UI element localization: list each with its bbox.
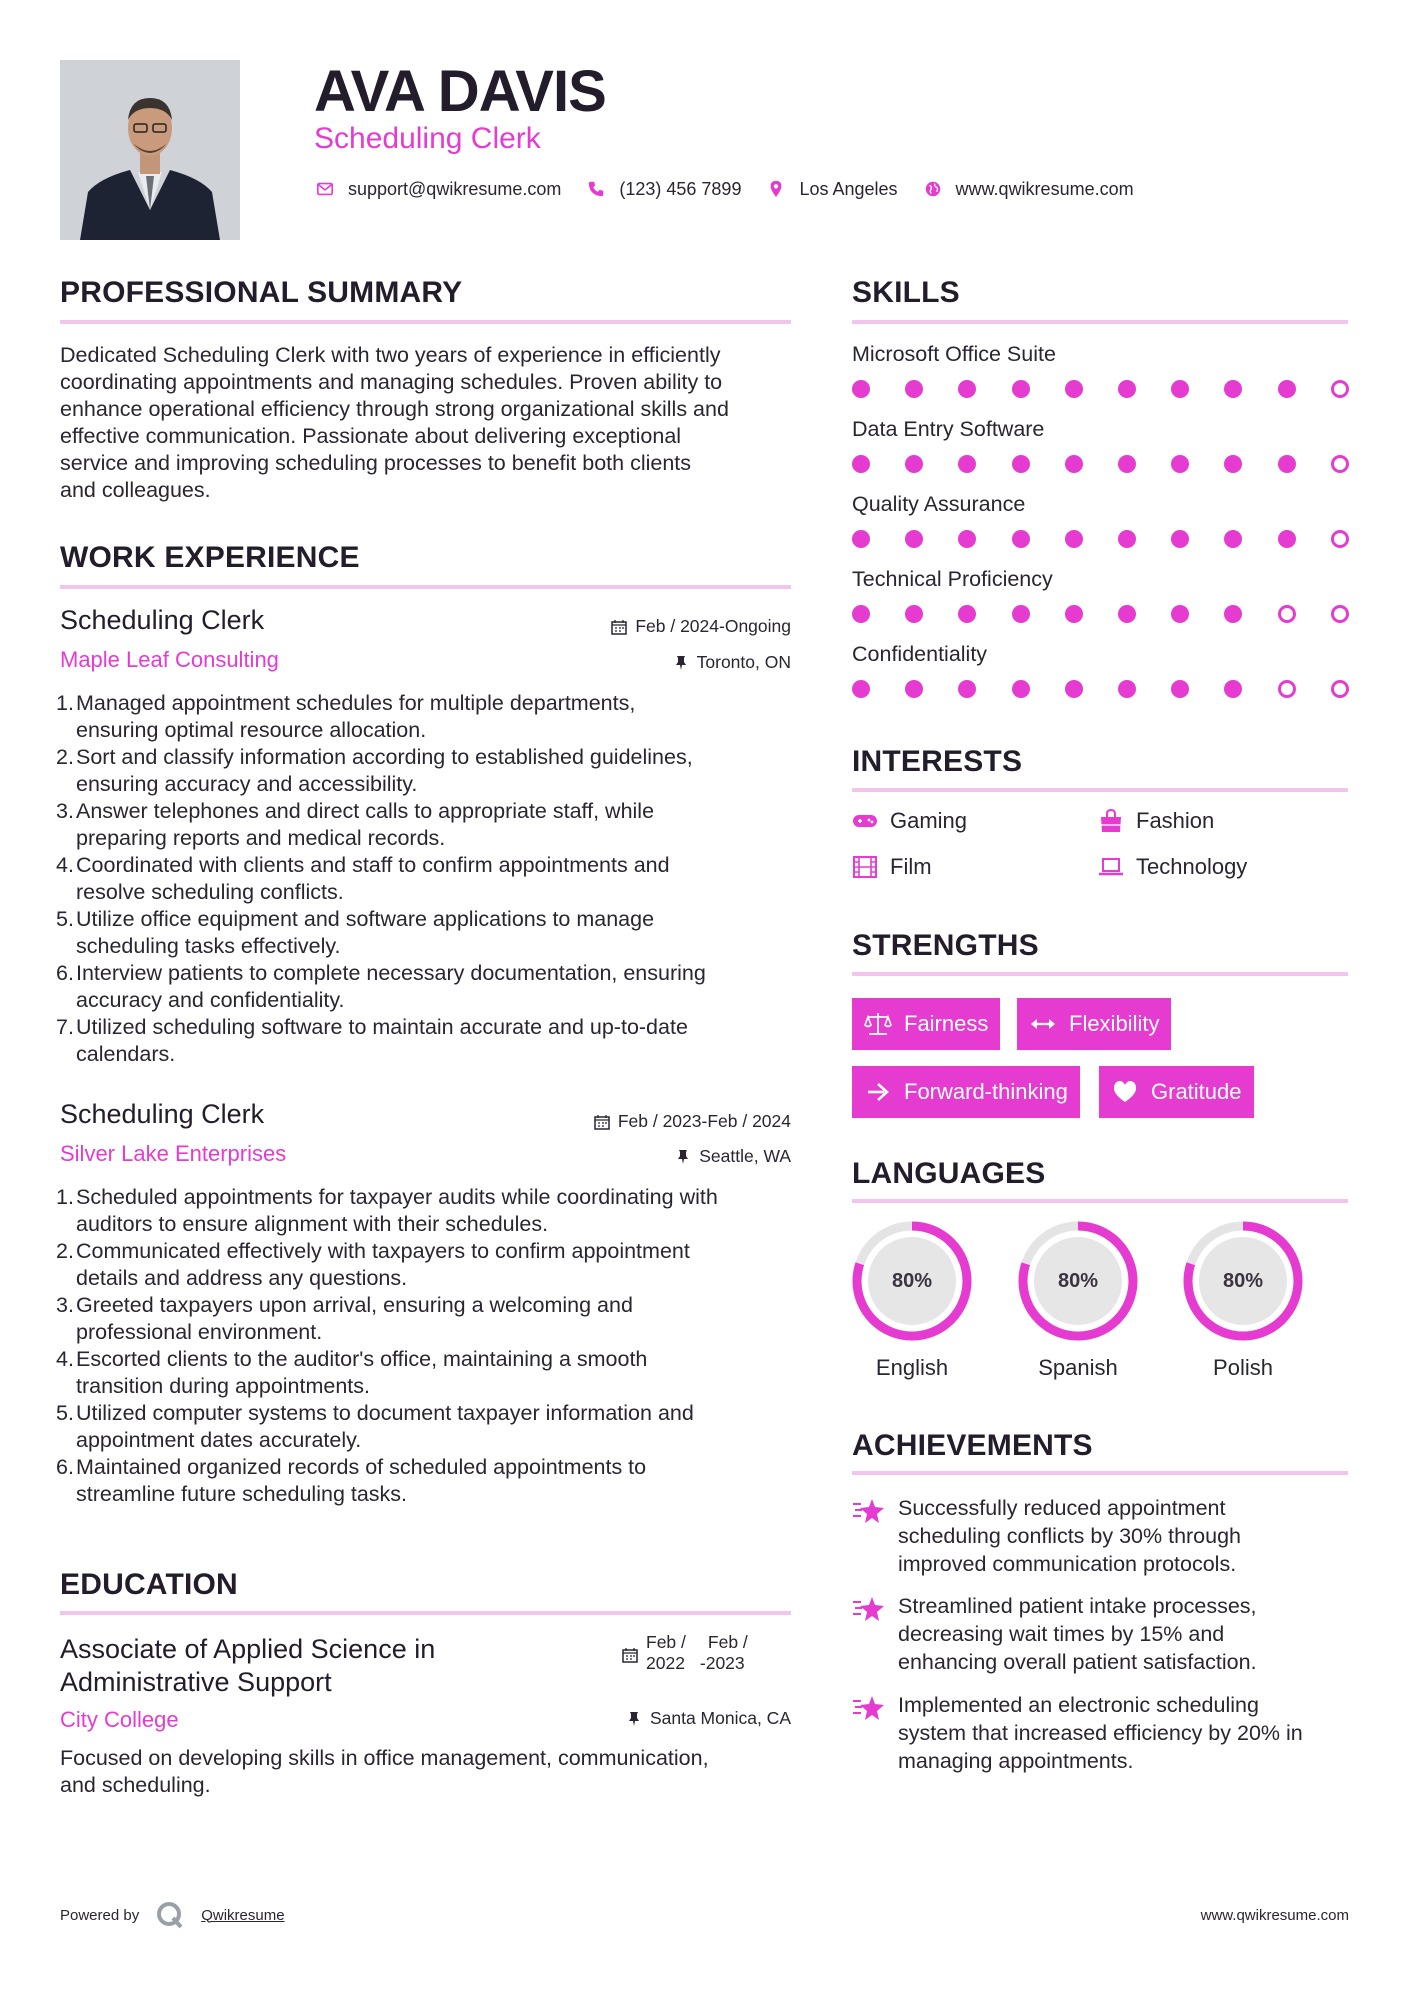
achievements-heading: ACHIEVEMENTS (852, 1429, 1093, 1462)
interests-rule (852, 788, 1348, 792)
summary-rule (60, 320, 791, 324)
phone-text: (123) 456 7899 (619, 178, 742, 199)
language-polish (1181, 1219, 1305, 1381)
rating-dot-filled (1171, 530, 1189, 548)
calendar-icon (594, 1114, 610, 1130)
rating-dot-empty (1331, 605, 1349, 623)
list-item: 1. Scheduled appointments for taxpayer audits while coordinating with auditors to ensure alignment with their schedules. (56, 1185, 718, 1236)
skill-name: Data Entry Software (852, 417, 1045, 441)
shooting-star-icon (852, 1693, 886, 1723)
rating-dot-filled (1118, 680, 1136, 698)
pushpin-icon (626, 1711, 642, 1727)
skill-rating (852, 455, 1348, 475)
rating-dot-filled (905, 530, 923, 548)
language-english (850, 1219, 974, 1381)
degree-title: Associate of Applied Science in Administrative Support (60, 1634, 436, 1697)
rating-dot-filled (958, 455, 976, 473)
location-text: Los Angeles (799, 178, 898, 199)
contact-phone[interactable] (585, 178, 741, 200)
strengths-heading: STRENGTHS (852, 929, 1039, 962)
pushpin-icon (675, 1149, 691, 1165)
language-percent: 80% (1222, 1269, 1264, 1292)
footer-powered-by: Powered by Qwikresume (60, 1900, 285, 1930)
rating-dot-filled (852, 605, 870, 623)
interest-gaming: Gaming (852, 808, 967, 834)
skills-rule (852, 320, 1348, 324)
rating-dot-filled (1278, 530, 1296, 548)
language-percent: 80% (1057, 1269, 1099, 1292)
education-rule (60, 1611, 791, 1615)
skill-rating (852, 380, 1348, 400)
job-title: Scheduling Clerk (60, 1099, 265, 1129)
rating-dot-filled (1118, 530, 1136, 548)
experience-heading: WORK EXPERIENCE (60, 541, 360, 574)
rating-dot-empty (1331, 530, 1349, 548)
rating-dot-filled (1065, 455, 1083, 473)
rating-dot-filled (905, 455, 923, 473)
profile-photo (60, 60, 240, 240)
rating-dot-filled (1224, 530, 1242, 548)
interest-film: Film (852, 854, 932, 880)
shooting-star-icon (852, 1594, 886, 1624)
strength-fairness: Fairness (852, 998, 1000, 1050)
rating-dot-filled (1012, 530, 1030, 548)
job-date: Feb / 2023-Feb / 2024 (594, 1111, 791, 1132)
job-title: Scheduling Clerk (60, 605, 265, 635)
rating-dot-filled (1171, 455, 1189, 473)
rating-dot-filled (852, 380, 870, 398)
shooting-star-icon (852, 1496, 886, 1526)
rating-dot-filled (1224, 680, 1242, 698)
skill-rating (852, 680, 1348, 700)
rating-dot-filled (905, 380, 923, 398)
rating-dot-filled (1012, 380, 1030, 398)
rating-dot-filled (852, 680, 870, 698)
achievement-item: Successfully reduced appointment scheduling conflicts by 30% through improved communication protocols. (852, 1494, 1352, 1578)
envelope-icon (314, 178, 336, 200)
skill-rating (852, 530, 1348, 550)
achievement-item: Implemented an electronic scheduling system that increased efficiency by 20% in managing appointments. (852, 1691, 1352, 1775)
email-text: support@qwikresume.com (348, 178, 562, 199)
calendar-icon (622, 1647, 638, 1663)
footer-website[interactable]: www.qwikresume.com (1200, 1907, 1349, 1924)
achievements-rule (852, 1471, 1348, 1475)
language-name: Polish (1213, 1355, 1273, 1380)
rating-dot-empty (1278, 605, 1296, 623)
website-text: www.qwikresume.com (955, 178, 1134, 199)
school-name: City College (60, 1707, 179, 1732)
candidate-title: Scheduling Clerk (314, 122, 541, 155)
rating-dot-empty (1331, 455, 1349, 473)
list-item: 2. Communicated effectively with taxpayers to confirm appointment details and address any questions. (56, 1239, 690, 1290)
rating-dot-filled (1171, 605, 1189, 623)
list-item: 5. Utilized computer systems to document taxpayer information and appointment dates accurately. (56, 1401, 694, 1452)
job-location: Seattle, WA (675, 1146, 791, 1167)
map-pin-icon (765, 178, 787, 200)
skills-heading: SKILLS (852, 276, 960, 309)
languages-rule (852, 1199, 1348, 1203)
education-dates (622, 1632, 748, 1674)
rating-dot-filled (958, 605, 976, 623)
rating-dot-filled (905, 680, 923, 698)
contact-email[interactable] (314, 178, 561, 200)
gamepad-icon (852, 808, 878, 834)
job-duties-list (58, 690, 798, 1068)
languages-heading: LANGUAGES (852, 1157, 1046, 1190)
education-heading: EDUCATION (60, 1568, 238, 1601)
job-date: Feb / 2024-Ongoing (611, 616, 791, 637)
experience-rule (60, 585, 791, 589)
heart-icon (1111, 1078, 1139, 1106)
strength-flexibility: Flexibility (1017, 998, 1171, 1050)
skill-name: Technical Proficiency (852, 567, 1053, 591)
rating-dot-filled (905, 605, 923, 623)
arrows-horizontal-icon (1029, 1010, 1057, 1038)
laptop-icon (1098, 854, 1124, 880)
list-item: 2. Sort and classify information according to established guidelines, ensuring accuracy and accessibility. (56, 745, 693, 796)
language-name: Spanish (1038, 1355, 1118, 1380)
language-percent: 80% (891, 1269, 933, 1292)
rating-dot-filled (958, 380, 976, 398)
list-item: 5. Utilize office equipment and software applications to manage scheduling tasks effectively. (56, 907, 655, 958)
language-name: English (875, 1355, 949, 1380)
phone-icon (585, 178, 607, 200)
company-name: Silver Lake Enterprises (60, 1141, 287, 1166)
skill-name: Confidentiality (852, 642, 988, 666)
rating-dot-filled (1118, 605, 1136, 623)
rating-dot-filled (1278, 455, 1296, 473)
arrow-right-icon (864, 1078, 892, 1106)
achievement-item: Streamlined patient intake processes, decreasing wait times by 15% and enhancing overall patient satisfaction. (852, 1592, 1352, 1676)
strength-gratitude: Gratitude (1099, 1066, 1254, 1118)
rating-dot-filled (1224, 605, 1242, 623)
rating-dot-empty (1331, 380, 1349, 398)
rating-dot-filled (1065, 530, 1083, 548)
education-location: Santa Monica, CA (626, 1708, 791, 1729)
film-icon (852, 854, 878, 880)
interest-fashion: Fashion (1098, 808, 1214, 834)
list-item: 3. Answer telephones and direct calls to appropriate staff, while preparing reports and medical records. (56, 799, 655, 850)
rating-dot-filled (852, 530, 870, 548)
balance-scale-icon (864, 1010, 892, 1038)
rating-dot-filled (1012, 605, 1030, 623)
rating-dot-filled (1065, 380, 1083, 398)
rating-dot-filled (1012, 680, 1030, 698)
job-duties-list (58, 1184, 798, 1508)
contact-location (765, 178, 897, 200)
list-item: 4. Coordinated with clients and staff to confirm appointments and resolve scheduling conflicts. (56, 853, 670, 904)
contact-bar (314, 178, 1158, 200)
summary-heading: PROFESSIONAL SUMMARY (60, 276, 463, 309)
summary-text: Dedicated Scheduling Clerk with two years of experience in efficiently coordinating appointments and managing schedules. Proven ability to enhance operational efficiency through strong organizational skills and effective communication. Passionate about delivering exceptional service and improving scheduling processes to benefit both clients and colleagues. (60, 343, 729, 502)
contact-website[interactable] (922, 178, 1134, 200)
skill-rating (852, 605, 1348, 625)
rating-dot-filled (958, 530, 976, 548)
shopping-bag-icon (1098, 808, 1124, 834)
education-description: Focused on developing skills in office management, communication, and scheduling. (60, 1746, 709, 1797)
education-end: Feb / -2023 (699, 1632, 748, 1673)
rating-dot-filled (1224, 380, 1242, 398)
list-item: 7. Utilized scheduling software to maintain accurate and up-to-date calendars. (56, 1015, 688, 1066)
rating-dot-filled (1118, 455, 1136, 473)
qwikresume-link[interactable]: Qwikresume (201, 1906, 285, 1924)
rating-dot-filled (1278, 380, 1296, 398)
strength-forward-thinking: Forward-thinking (852, 1066, 1080, 1118)
rating-dot-filled (1012, 455, 1030, 473)
language-spanish (1016, 1219, 1140, 1381)
list-item: 6. Maintained organized records of scheduled appointments to streamline future scheduling tasks. (56, 1455, 647, 1506)
interests-heading: INTERESTS (852, 745, 1023, 778)
globe-icon (922, 178, 944, 200)
qwikresume-logo-icon (155, 1900, 185, 1930)
candidate-name: AVA DAVIS (314, 59, 606, 124)
education-start: Feb / 2022 (646, 1632, 686, 1673)
rating-dot-filled (1065, 680, 1083, 698)
skill-name: Microsoft Office Suite (852, 342, 1056, 366)
rating-dot-filled (1171, 680, 1189, 698)
rating-dot-filled (852, 455, 870, 473)
interest-technology: Technology (1098, 854, 1247, 880)
rating-dot-empty (1278, 680, 1296, 698)
rating-dot-filled (1224, 455, 1242, 473)
strengths-rule (852, 972, 1348, 976)
list-item: 4. Escorted clients to the auditor's office, maintaining a smooth transition during appointments. (56, 1347, 648, 1398)
list-item: 1. Managed appointment schedules for multiple departments, ensuring optimal resource allocation. (56, 691, 636, 742)
pushpin-icon (673, 655, 689, 671)
rating-dot-empty (1331, 680, 1349, 698)
list-item: 3. Greeted taxpayers upon arrival, ensuring a welcoming and professional environment. (56, 1293, 633, 1344)
skill-name: Quality Assurance (852, 492, 1026, 516)
list-item: 6. Interview patients to complete necessary documentation, ensuring accuracy and confidentiality. (56, 961, 706, 1012)
rating-dot-filled (1171, 380, 1189, 398)
calendar-icon (611, 619, 627, 635)
rating-dot-filled (958, 680, 976, 698)
rating-dot-filled (1118, 380, 1136, 398)
company-name: Maple Leaf Consulting (60, 647, 279, 672)
rating-dot-filled (1065, 605, 1083, 623)
job-location: Toronto, ON (673, 652, 791, 673)
